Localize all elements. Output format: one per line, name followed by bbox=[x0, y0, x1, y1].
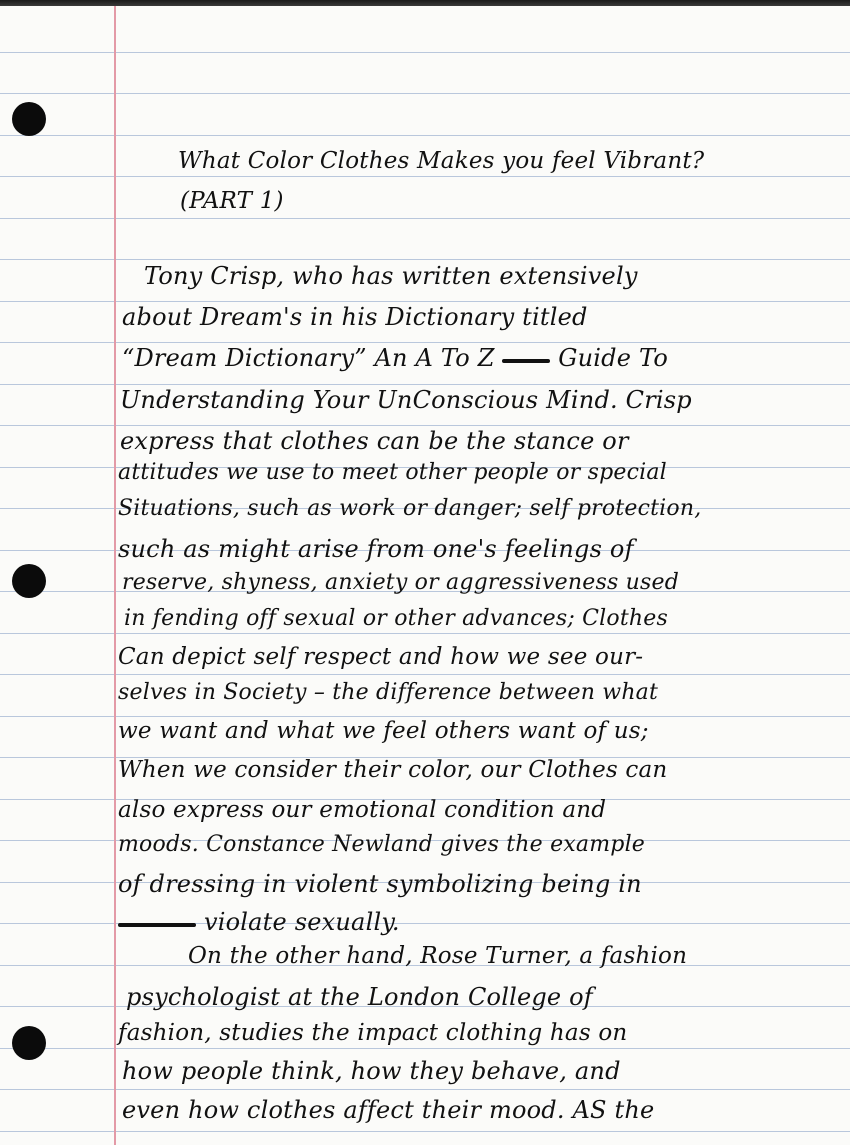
text-line: also express our emotional condition and bbox=[118, 797, 607, 823]
ruled-line bbox=[0, 342, 850, 343]
essay-subtitle: (PART 1) bbox=[180, 188, 284, 214]
ruled-line bbox=[0, 93, 850, 94]
text-line: moods. Constance Newland gives the example bbox=[118, 832, 646, 857]
ruled-line bbox=[0, 176, 850, 177]
ruled-line bbox=[0, 259, 850, 260]
text-line: Tony Crisp, who has written extensively bbox=[144, 262, 638, 290]
ruled-line bbox=[0, 716, 850, 717]
text-line: we want and what we feel others want of us; bbox=[118, 718, 649, 744]
punch-hole-top bbox=[12, 102, 46, 136]
ruled-line bbox=[0, 1089, 850, 1090]
text-line: about Dream's in his Dictionary titled bbox=[122, 303, 588, 331]
ruled-line bbox=[0, 674, 850, 675]
ruled-line bbox=[0, 1131, 850, 1132]
text-fragment: violate sexually. bbox=[204, 908, 400, 936]
text-line: When we consider their color, our Clothes can bbox=[118, 757, 668, 783]
text-line bbox=[118, 908, 400, 936]
text-line bbox=[122, 344, 668, 372]
text-line: selves in Society – the difference between what bbox=[118, 680, 659, 705]
ruled-line bbox=[0, 1048, 850, 1049]
text-line: psychologist at the London College of bbox=[126, 983, 593, 1011]
text-line: of dressing in violent symbolizing being in bbox=[118, 870, 642, 898]
margin-line bbox=[114, 6, 116, 1145]
ruled-line bbox=[0, 633, 850, 634]
punch-hole-bottom bbox=[12, 1026, 46, 1060]
text-fragment: Guide To bbox=[558, 344, 668, 372]
ruled-line bbox=[0, 425, 850, 426]
text-line: attitudes we use to meet other people or special bbox=[118, 460, 667, 485]
scribbled-out-word bbox=[118, 908, 196, 936]
text-fragment: “Dream Dictionary” An A To Z bbox=[122, 344, 495, 372]
scribbled-out-word bbox=[502, 344, 550, 372]
ruled-line bbox=[0, 301, 850, 302]
essay-title: What Color Clothes Makes you feel Vibrant? bbox=[178, 148, 705, 174]
ruled-line bbox=[0, 384, 850, 385]
text-line: Understanding Your UnConscious Mind. Crisp bbox=[120, 386, 692, 414]
ruled-line bbox=[0, 218, 850, 219]
text-line: reserve, shyness, anxiety or aggressiveness used bbox=[122, 570, 680, 595]
ruled-line bbox=[0, 135, 850, 136]
text-line: even how clothes affect their mood. AS the bbox=[122, 1096, 655, 1124]
text-line: fashion, studies the impact clothing has on bbox=[118, 1020, 628, 1046]
text-line: how people think, how they behave, and bbox=[122, 1057, 621, 1085]
text-line: On the other hand, Rose Turner, a fashion bbox=[188, 943, 688, 969]
ruled-line bbox=[0, 52, 850, 53]
text-line: Can depict self respect and how we see our- bbox=[118, 644, 644, 670]
punch-hole-middle bbox=[12, 564, 46, 598]
text-line: express that clothes can be the stance or bbox=[120, 427, 629, 455]
text-line: such as might arise from one's feelings of bbox=[118, 535, 634, 563]
text-line: Situations, such as work or danger; self protection, bbox=[118, 496, 702, 521]
text-line: in fending off sexual or other advances; Clothes bbox=[124, 606, 668, 631]
